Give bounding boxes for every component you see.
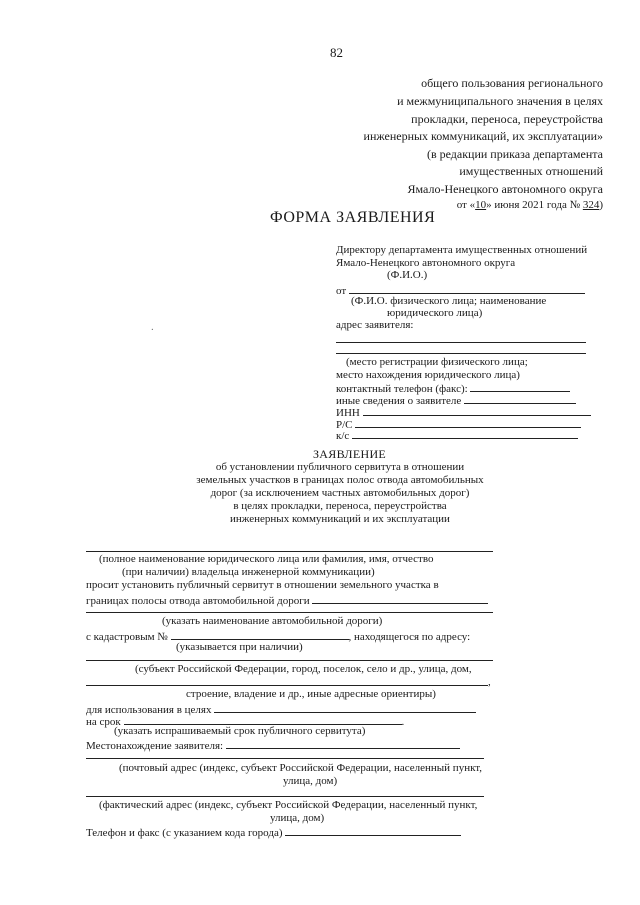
phone-field: контактный телефон (факс):: [336, 381, 570, 395]
postal-blank: [86, 758, 484, 759]
addressee-line: Директору департамента имущественных отношений: [336, 244, 588, 256]
term-caption: (указать испрашиваемый срок публичного сервитута): [114, 725, 366, 737]
term-blank: [124, 714, 402, 725]
appendix-line: имущественных отношений: [459, 164, 603, 178]
address-blank: [86, 685, 488, 686]
address-caption: (место регистрации физического лица;: [346, 356, 528, 368]
appendix-line: Ямало-Ненецкого автономного округа: [407, 182, 603, 196]
location-field: Местонахождение заявителя:: [86, 738, 460, 752]
road-blank: [312, 593, 488, 604]
cadastral-blank: [171, 629, 349, 640]
appendix-line: инженерных коммуникаций, их эксплуатации»: [363, 129, 603, 143]
appendix-line: прокладки, переноса, переустройства: [411, 112, 603, 126]
address-caption: строение, владение и др., иные адресные ориентиры): [186, 688, 436, 700]
comma-mark: ,: [488, 676, 491, 688]
order-number: 324: [582, 199, 600, 211]
purpose-blank: [214, 702, 476, 713]
subtitle-line: в целях прокладки, переноса, переустройства: [233, 500, 447, 512]
appendix-line: общего пользования регионального: [421, 76, 603, 90]
owner-blank: [86, 551, 493, 552]
road-caption: (указать наименование автомобильной дороги): [162, 615, 383, 627]
rs-field: Р/С: [336, 417, 581, 431]
purpose-field: для использования в целях: [86, 702, 476, 716]
cadastral-field: с кадастровым № , находящегося по адресу:: [86, 631, 471, 643]
from-caption: (Ф.И.О. физического лица; наименование: [351, 295, 547, 307]
actual-caption: (фактический адрес (индекс, субъект Российской Федерации, населенный пункт,: [99, 799, 478, 811]
appendix-line: (в редакции приказа департамента: [426, 147, 603, 161]
application-title: ЗАЯВЛЕНИЕ: [313, 447, 387, 461]
other-info-field: иные сведения о заявителе: [336, 393, 576, 407]
postal-caption: (почтовый адрес (индекс, субъект Российской Федерации, населенный пункт,: [119, 762, 483, 774]
inn-field: ИНН: [336, 405, 591, 419]
subtitle-line: дорог (за исключением частных автомобильных дорог): [210, 487, 470, 499]
from-caption: юридического лица): [387, 307, 483, 319]
address-label: адрес заявителя:: [336, 319, 414, 331]
location-blank: [226, 738, 460, 749]
request-text: границах полосы отвода автомобильной дороги: [86, 593, 488, 607]
owner-caption: (при наличии) владельца инженерной коммуникации): [122, 566, 375, 578]
from-field: от: [336, 283, 585, 297]
order-day: 10: [475, 199, 487, 211]
appendix-line: и межмуниципального значения в целях: [397, 94, 603, 108]
subtitle-line: об установлении публичного сервитута в отношении: [215, 461, 465, 473]
page-number: 82: [330, 45, 343, 60]
form-title: ФОРМА ЗАЯВЛЕНИЯ: [270, 209, 436, 226]
term-field: на срок .: [86, 716, 405, 728]
address-blank: [86, 660, 493, 661]
actual-caption: улица, дом): [270, 812, 325, 824]
road-blank: [86, 612, 493, 613]
cadastral-caption: (указывается при наличии): [176, 641, 303, 653]
owner-caption: (полное наименование юридического лица или фамилия, имя, отчество: [99, 553, 434, 565]
ks-field: к/с: [336, 428, 578, 442]
scan-mark: .: [151, 321, 154, 333]
from-blank: [349, 283, 585, 294]
subtitle-line: земельных участков в границах полос отвода автомобильных: [196, 474, 484, 486]
address-blank: [336, 342, 586, 343]
actual-blank: [86, 796, 484, 797]
address-caption: (субъект Российской Федерации, город, поселок, село и др., улица, дом,: [135, 663, 472, 675]
request-text: просит установить публичный сервитут в отношении земельного участка в: [86, 579, 439, 591]
order-reference: от «10» июня 2021 года № 324): [456, 199, 603, 211]
addressee-line: Ямало-Ненецкого автономного округа: [336, 257, 516, 269]
address-blank: [336, 353, 586, 354]
subtitle-line: инженерных коммуникаций и их эксплуатации: [230, 513, 450, 525]
postal-caption: улица, дом): [283, 775, 338, 787]
contact-phone-blank: [285, 825, 461, 836]
addressee-fio-caption: (Ф.И.О.): [387, 269, 428, 281]
address-caption: место нахождения юридического лица): [336, 369, 520, 381]
contact-phone-field: Телефон и факс (с указанием кода города): [86, 825, 461, 839]
